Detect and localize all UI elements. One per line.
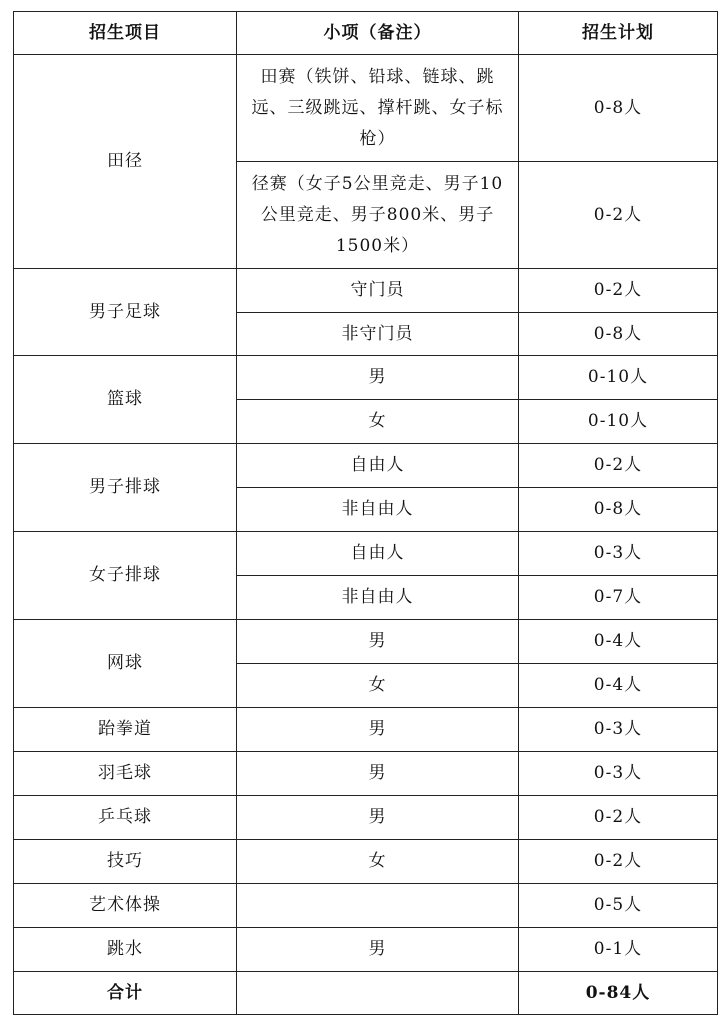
plan-cell: 0-8人 xyxy=(519,313,718,356)
plan-cell: 0-2人 xyxy=(519,444,718,488)
project-cell: 篮球 xyxy=(14,356,237,444)
plan-cell: 0-8人 xyxy=(519,488,718,532)
table-row xyxy=(14,55,718,162)
table-row xyxy=(14,884,718,928)
table-row xyxy=(14,444,718,488)
sub-item-cell: 非自由人 xyxy=(237,576,519,620)
admission-plan-table xyxy=(13,11,718,1015)
table-row xyxy=(14,620,718,664)
plan-cell: 0-2人 xyxy=(519,840,718,884)
plan-cell: 0-4人 xyxy=(519,664,718,708)
sub-item-cell: 守门员 xyxy=(237,269,519,313)
sub-item-cell: 女 xyxy=(237,400,519,444)
sub-item-cell: 男 xyxy=(237,796,519,840)
table-row xyxy=(14,796,718,840)
sub-item-cell: 非自由人 xyxy=(237,488,519,532)
project-cell: 羽毛球 xyxy=(14,752,237,796)
sub-item-cell xyxy=(237,884,519,928)
plan-cell: 0-2人 xyxy=(519,796,718,840)
table-row xyxy=(14,269,718,313)
sub-item-cell: 男 xyxy=(237,752,519,796)
total-row xyxy=(14,972,718,1015)
plan-cell: 0-4人 xyxy=(519,620,718,664)
plan-cell: 0-3人 xyxy=(519,708,718,752)
table-row xyxy=(14,356,718,400)
project-cell: 跳水 xyxy=(14,928,237,972)
header-project: 招生项目 xyxy=(14,12,237,55)
sub-item-cell: 男 xyxy=(237,928,519,972)
plan-cell: 0-1人 xyxy=(519,928,718,972)
sub-item-cell: 非守门员 xyxy=(237,313,519,356)
project-cell: 艺术体操 xyxy=(14,884,237,928)
plan-cell: 0-5人 xyxy=(519,884,718,928)
sub-item-cell: 男 xyxy=(237,708,519,752)
sub-item-cell: 径赛（女子5公里竞走、男子10公里竞走、男子800米、男子1500米） xyxy=(237,162,519,269)
plan-cell: 0-2人 xyxy=(519,162,718,269)
sub-item-cell: 自由人 xyxy=(237,444,519,488)
plan-cell: 0-10人 xyxy=(519,400,718,444)
plan-cell: 0-7人 xyxy=(519,576,718,620)
project-cell: 跆拳道 xyxy=(14,708,237,752)
sub-item-cell: 女 xyxy=(237,664,519,708)
total-label: 合计 xyxy=(14,972,237,1015)
table-row xyxy=(14,840,718,884)
total-sub-item xyxy=(237,972,519,1015)
total-plan: 0-84人 xyxy=(519,972,718,1015)
plan-cell: 0-2人 xyxy=(519,269,718,313)
table-row xyxy=(14,928,718,972)
sub-item-cell: 田赛（铁饼、铅球、链球、跳远、三级跳远、撑杆跳、女子标枪） xyxy=(237,55,519,162)
plan-cell: 0-8人 xyxy=(519,55,718,162)
project-cell: 男子排球 xyxy=(14,444,237,532)
project-cell: 男子足球 xyxy=(14,269,237,356)
sub-item-cell: 男 xyxy=(237,356,519,400)
sub-item-cell: 自由人 xyxy=(237,532,519,576)
table-header-row xyxy=(14,12,718,55)
sub-item-cell: 男 xyxy=(237,620,519,664)
sub-item-cell: 女 xyxy=(237,840,519,884)
plan-cell: 0-3人 xyxy=(519,532,718,576)
header-sub-item: 小项（备注） xyxy=(237,12,519,55)
project-cell: 田径 xyxy=(14,55,237,269)
header-plan: 招生计划 xyxy=(519,12,718,55)
table-row xyxy=(14,708,718,752)
table-row xyxy=(14,532,718,576)
plan-cell: 0-3人 xyxy=(519,752,718,796)
project-cell: 网球 xyxy=(14,620,237,708)
table-row xyxy=(14,752,718,796)
plan-cell: 0-10人 xyxy=(519,356,718,400)
project-cell: 乒乓球 xyxy=(14,796,237,840)
project-cell: 技巧 xyxy=(14,840,237,884)
project-cell: 女子排球 xyxy=(14,532,237,620)
